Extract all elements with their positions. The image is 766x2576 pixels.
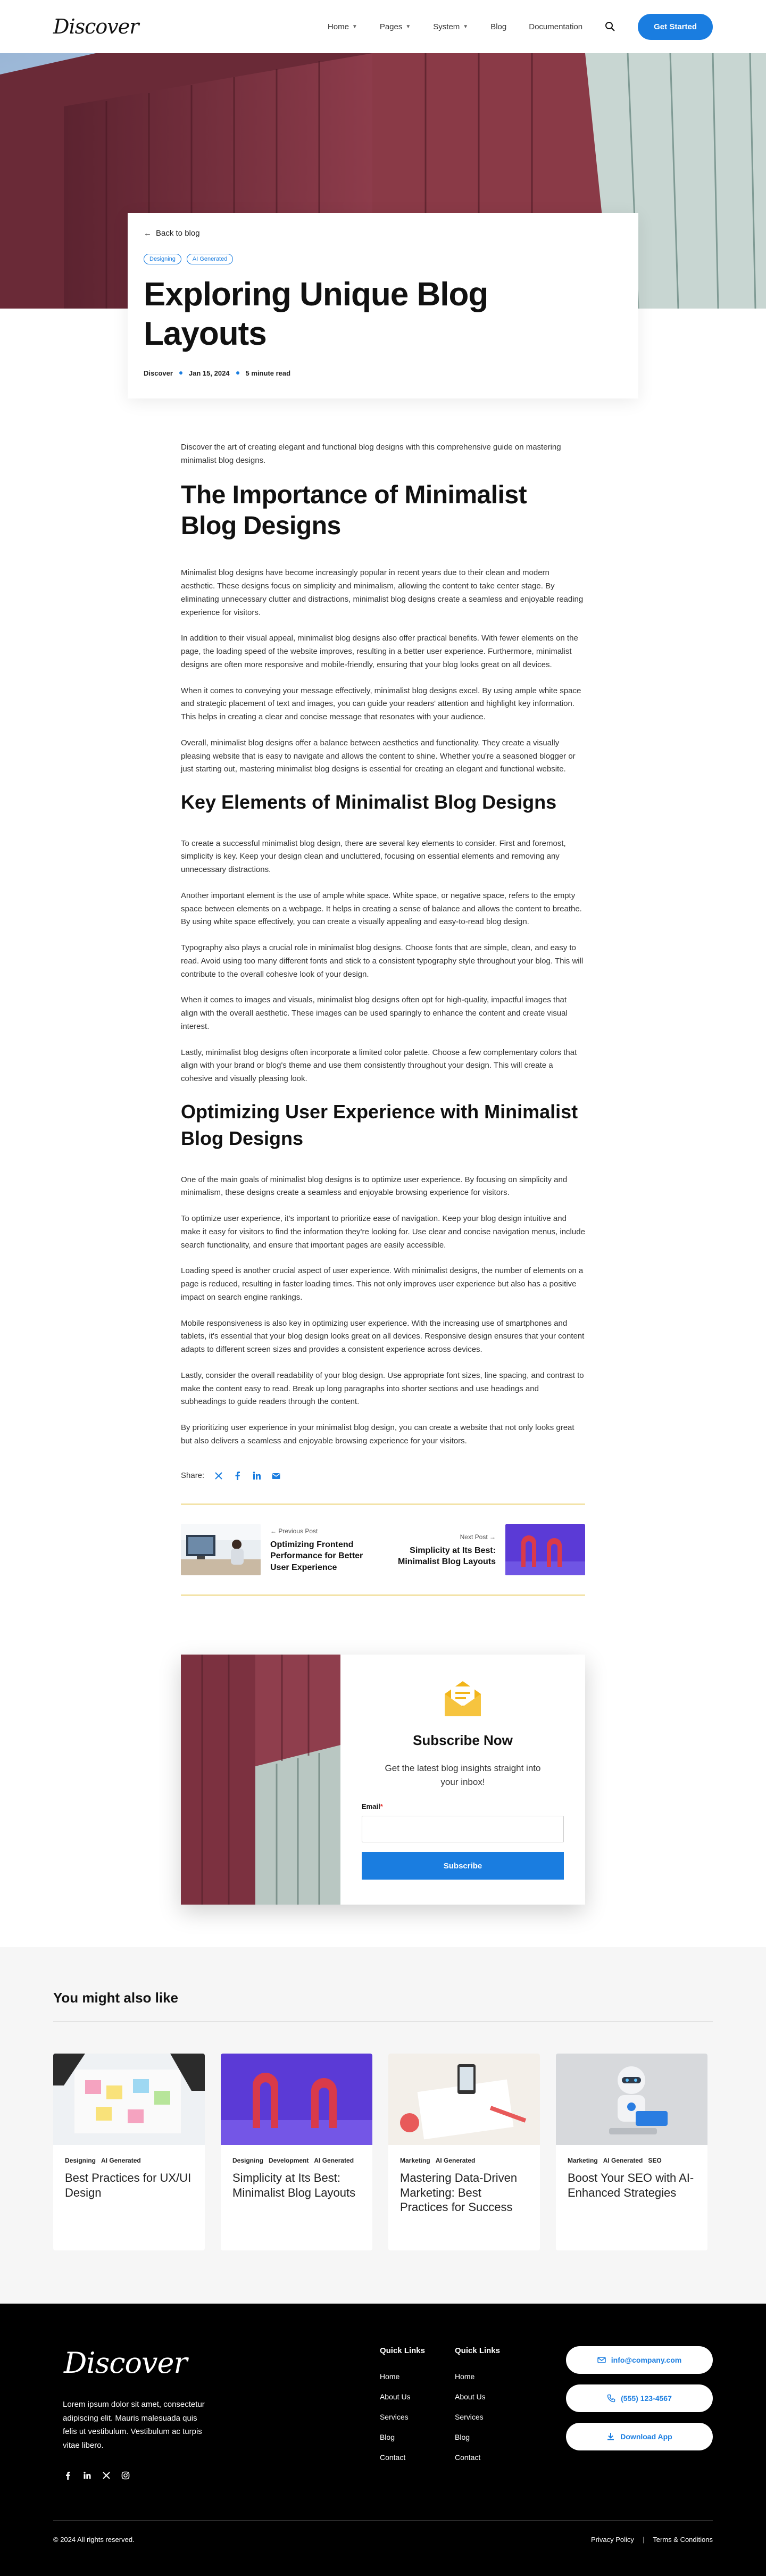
card-tag: AI Generated xyxy=(101,2157,141,2165)
card-tag: Designing xyxy=(232,2157,264,2165)
paragraph: When it comes to images and visuals, minimalist blog designs often opt for high-quality, impactful images that align with the overall aesthetic. These images can be used sparingly to enhance the content and create visual interest. xyxy=(181,995,568,1031)
nav-pages[interactable] xyxy=(380,22,411,31)
linkedin-icon[interactable] xyxy=(83,2471,91,2480)
download-app-label: Download App xyxy=(620,2432,672,2441)
post-header-card xyxy=(128,213,638,398)
subscribe-form xyxy=(340,1655,585,1905)
post-author: Discover xyxy=(144,369,173,377)
card-tag: SEO xyxy=(648,2157,662,2165)
post-date: Jan 15, 2024 xyxy=(188,369,230,377)
tag-chip[interactable]: AI Generated xyxy=(187,254,233,264)
subscribe-description: Get the latest blog insights straight into your inbox! xyxy=(385,1763,541,1787)
card-tag: Development xyxy=(269,2157,309,2165)
back-to-blog-link[interactable] xyxy=(144,229,622,238)
phone-icon xyxy=(607,2394,615,2403)
nav-label: Blog xyxy=(490,22,507,31)
get-started-button[interactable]: Get Started xyxy=(638,14,713,40)
footer-link-home[interactable]: Home xyxy=(379,2372,400,2381)
card-tag: Marketing xyxy=(400,2157,430,2165)
paragraph: Lastly, minimalist blog designs often incorporate a limited color palette. Choose a few complementary colors that align with your brand or blog's theme and use them consistently throughout your design. This will create a cohesive and visually pleasing look. xyxy=(181,1048,577,1084)
next-post-text xyxy=(384,1532,496,1568)
footer-col-title: Quick Links xyxy=(379,2346,425,2356)
footer-logo[interactable]: Discover xyxy=(64,2346,187,2380)
previous-post-title: Optimizing Frontend Performance for Better User Experience xyxy=(270,1540,363,1573)
post-tags xyxy=(144,254,622,264)
chevron-down-icon: ▼ xyxy=(463,23,469,30)
share-label: Share: xyxy=(181,1470,205,1480)
card-tags xyxy=(400,2157,528,2164)
card-image xyxy=(556,2054,707,2145)
nav-label: System xyxy=(433,22,460,31)
privacy-policy-link[interactable]: Privacy Policy xyxy=(590,2536,634,2544)
email-contact-button[interactable] xyxy=(566,2346,713,2374)
footer-top xyxy=(53,2346,713,2480)
related-card[interactable] xyxy=(221,2054,372,2250)
separator-dot xyxy=(179,371,182,375)
email-field-label xyxy=(362,1802,383,1810)
chevron-down-icon: ▼ xyxy=(352,23,357,30)
footer-link-columns xyxy=(380,2346,500,2480)
paragraph: Typography also plays a crucial role in minimalist blog designs. Choose fonts that are simple, clean, and easy to read. Avoid using too many different fonts and stick to a consistent typography style throughout your blog. This will contribute to the overall cohesive look of your design. xyxy=(181,943,584,979)
site-logo[interactable]: Discover xyxy=(53,15,139,38)
required-mark: * xyxy=(380,1802,383,1811)
card-image xyxy=(388,2054,540,2145)
newsletter-mail-icon xyxy=(440,1676,485,1721)
email-icon[interactable] xyxy=(271,1471,281,1481)
paragraph: Overall, minimalist blog designs offer a balance between aesthetics and functionality. They create a visually pleasing website that is easy to navigate and allows the content to shine. Whether you're a seasoned blogger or just starting out, mastering minimalist blog designs is essential for creating an elegant and functional website. xyxy=(181,738,576,774)
footer-link-blog[interactable]: Blog xyxy=(455,2433,470,2442)
paragraph: Minimalist blog designs have become increasingly popular in recent years due to their clean and modern aesthetic. These designs focus on simplicity and minimalism, allowing the content to take center stage. By eliminating unnecessary clutter and distractions, minimalist blog designs create a seamless and enjoyable reading experience for visitors. xyxy=(181,568,584,617)
chevron-down-icon: ▼ xyxy=(405,23,411,30)
paragraph: By prioritizing user experience in your minimalist blog design, you can create a website that not only looks great but also delivers a seamless and enjoyable browsing experience for your visitors. xyxy=(181,1423,574,1445)
post-title: Exploring Unique Blog Layouts xyxy=(144,276,488,353)
download-app-button[interactable] xyxy=(566,2423,713,2450)
nav-label: Home xyxy=(327,22,349,31)
related-card[interactable] xyxy=(388,2054,540,2250)
next-post-link[interactable] xyxy=(384,1524,585,1575)
separator-dot xyxy=(236,371,239,375)
divider: | xyxy=(642,2536,645,2544)
nav-label: Pages xyxy=(379,22,403,31)
footer-social xyxy=(53,2471,213,2480)
footer-link-about[interactable]: About Us xyxy=(379,2392,411,2402)
back-label: Back to blog xyxy=(156,229,200,238)
card-tags xyxy=(568,2157,696,2164)
card-body xyxy=(556,2145,707,2212)
post-navigation xyxy=(181,1503,585,1596)
card-title: Boost Your SEO with AI-Enhanced Strategies xyxy=(568,2171,694,2199)
footer-col-2 xyxy=(455,2346,500,2480)
paragraph: Another important element is the use of ample white space. White space, or negative space, refers to the empty space between elements on a webpage. It helps in creating a sense of balance and allows the content to breathe. By using white space effectively, you can create a visually appealing and easy-to-read blog design. xyxy=(181,891,582,927)
card-tag: AI Generated xyxy=(435,2157,476,2165)
search-icon[interactable] xyxy=(605,21,615,32)
paragraph: In addition to their visual appeal, minimalist blog designs also offer practical benefits. With fewer elements on the page, the loading speed of the website improves, resulting in a better user experience. Furthermore, minimalist designs are often more responsive and mobile-friendly, ensuring that your blog looks great on all devices. xyxy=(181,634,578,669)
nav-home[interactable] xyxy=(328,22,357,31)
footer-link-services[interactable]: Services xyxy=(455,2413,484,2422)
instagram-icon[interactable] xyxy=(121,2471,130,2480)
terms-link[interactable]: Terms & Conditions xyxy=(653,2536,713,2544)
email-label-text: Email xyxy=(362,1802,380,1811)
arrow-left-icon: ← xyxy=(144,229,152,238)
nav-blog[interactable] xyxy=(490,22,506,31)
card-tag: Designing xyxy=(65,2157,96,2165)
card-tag: AI Generated xyxy=(314,2157,354,2165)
card-tag: Marketing xyxy=(568,2157,598,2165)
nav-documentation[interactable] xyxy=(529,22,582,31)
footer-link-about[interactable]: About Us xyxy=(455,2392,486,2402)
card-tag: AI Generated xyxy=(603,2157,643,2165)
next-post-label: Next Post → xyxy=(460,1533,496,1541)
footer-link-services[interactable]: Services xyxy=(379,2413,409,2422)
paragraph: One of the main goals of minimalist blog designs is to optimize user experience. By focusing on simplicity and minimalism, these designs create a seamless and enjoyable browsing experience for visitors. xyxy=(181,1175,568,1198)
next-post-title: Simplicity at Its Best: Minimalist Blog Layouts xyxy=(397,1545,496,1567)
footer-description: Lorem ipsum dolor sit amet, consectetur adipiscing elit. Mauris malesuada quis felis ut vestibulum. Vestibulum ac turpis vitae libero. xyxy=(63,2400,205,2450)
previous-post-link[interactable] xyxy=(181,1524,382,1575)
card-body xyxy=(388,2145,540,2226)
related-cards xyxy=(53,2054,713,2250)
related-card[interactable] xyxy=(53,2054,205,2250)
footer-link-contact[interactable]: Contact xyxy=(455,2453,481,2462)
subscribe-button[interactable]: Subscribe xyxy=(362,1852,564,1880)
email-field[interactable] xyxy=(362,1816,564,1842)
card-tags xyxy=(232,2157,361,2164)
section-heading: The Importance of Minimalist Blog Designs xyxy=(181,481,527,540)
post-meta xyxy=(144,369,622,377)
related-posts-section xyxy=(0,1947,766,2304)
mail-icon xyxy=(597,2356,606,2364)
footer-col-1 xyxy=(380,2346,425,2480)
paragraph: To create a successful minimalist blog design, there are several key elements to consider. First and foremost, simplicity is key. Keep your design clean and uncluttered, focusing on essential elements and removing any unnecessary distractions. xyxy=(181,838,566,875)
card-title: Simplicity at Its Best: Minimalist Blog Layouts xyxy=(232,2171,356,2199)
card-title: Mastering Data-Driven Marketing: Best Practices for Success xyxy=(400,2171,518,2214)
card-body xyxy=(53,2145,205,2212)
previous-post-label: ← Previous Post xyxy=(270,1527,318,1535)
site-header xyxy=(0,0,766,53)
footer-link-blog[interactable]: Blog xyxy=(379,2433,395,2442)
site-footer xyxy=(0,2304,766,2576)
article-intro: Discover the art of creating elegant and functional blog designs with this comprehensive guide on mastering minimalist blog designs. xyxy=(181,442,561,465)
footer-col-title: Quick Links xyxy=(455,2346,501,2356)
previous-post-thumbnail xyxy=(181,1524,261,1575)
x-twitter-icon[interactable] xyxy=(102,2471,111,2480)
related-title: You might also like xyxy=(53,1990,713,2022)
nav-system[interactable] xyxy=(433,22,468,31)
email-contact-label: info@company.com xyxy=(611,2356,682,2365)
paragraph: Loading speed is another crucial aspect of user experience. With minimalist designs, the number of elements on a page is reduced, resulting in faster loading times. This not only improves user experience but also has a positive impact on search engine rankings. xyxy=(181,1266,584,1302)
section-heading: Key Elements of Minimalist Blog Designs xyxy=(181,791,557,813)
phone-contact-label: (555) 123-4567 xyxy=(621,2394,672,2403)
download-icon xyxy=(606,2432,615,2441)
card-tags xyxy=(65,2157,193,2164)
related-card[interactable] xyxy=(556,2054,707,2250)
read-time: 5 minute read xyxy=(245,369,291,377)
paragraph: To optimize user experience, it's important to prioritize ease of navigation. Keep your blog design intuitive and make it easy for visitors to find the information they're looking for. Use clear and concise navigation menus, include search functionality, and ensure that important pages are easily accessible. xyxy=(181,1214,585,1250)
article-body xyxy=(181,441,585,1597)
footer-link-contact[interactable]: Contact xyxy=(379,2453,406,2462)
paragraph: When it comes to conveying your message effectively, minimalist blog designs excel. By using ample white space and strategic placement of text and images, you can guide your readers' attention and highlight key information. This helps in creating a clear and concise message that resonates with your audience. xyxy=(181,686,581,722)
subscribe-title: Subscribe Now xyxy=(413,1732,513,1749)
linkedin-icon[interactable] xyxy=(252,1471,262,1481)
next-post-thumbnail xyxy=(505,1524,585,1575)
facebook-icon[interactable] xyxy=(64,2471,72,2480)
footer-contacts xyxy=(566,2346,713,2480)
previous-post-text xyxy=(270,1526,382,1574)
subscribe-section xyxy=(181,1655,585,1905)
card-body xyxy=(221,2145,372,2212)
paragraph: Mobile responsiveness is also key in optimizing user experience. With the increasing use of smartphones and tablets, it's essential that your blog design looks great on all devices. Responsive design ensures that your content adapts to different screen sizes and provides a consistent experience across devices. xyxy=(181,1318,585,1355)
copyright: © 2024 All rights reserved. xyxy=(53,2536,135,2544)
footer-brand xyxy=(53,2346,213,2480)
card-image xyxy=(221,2054,372,2145)
nav-label: Documentation xyxy=(529,22,583,31)
tag-chip[interactable]: Designing xyxy=(144,254,181,264)
x-twitter-icon[interactable] xyxy=(214,1471,223,1481)
legal-links xyxy=(591,2536,713,2544)
main-nav xyxy=(328,14,713,40)
share-bar xyxy=(181,1469,585,1483)
phone-contact-button[interactable] xyxy=(566,2384,713,2412)
footer-bottom xyxy=(53,2520,713,2544)
subscribe-image xyxy=(181,1655,340,1905)
facebook-icon[interactable] xyxy=(233,1471,243,1481)
footer-link-home[interactable]: Home xyxy=(455,2372,475,2381)
card-image xyxy=(53,2054,205,2145)
card-title: Best Practices for UX/UI Design xyxy=(65,2171,192,2199)
section-heading: Optimizing User Experience with Minimalist Blog Designs xyxy=(181,1100,578,1150)
paragraph: Lastly, consider the overall readability of your blog design. Use appropriate font sizes, line spacing, and contrast to make the content easy to read. Break up long paragraphs into shorter sections and use headings and subheadings to guide readers through the content. xyxy=(181,1370,584,1407)
